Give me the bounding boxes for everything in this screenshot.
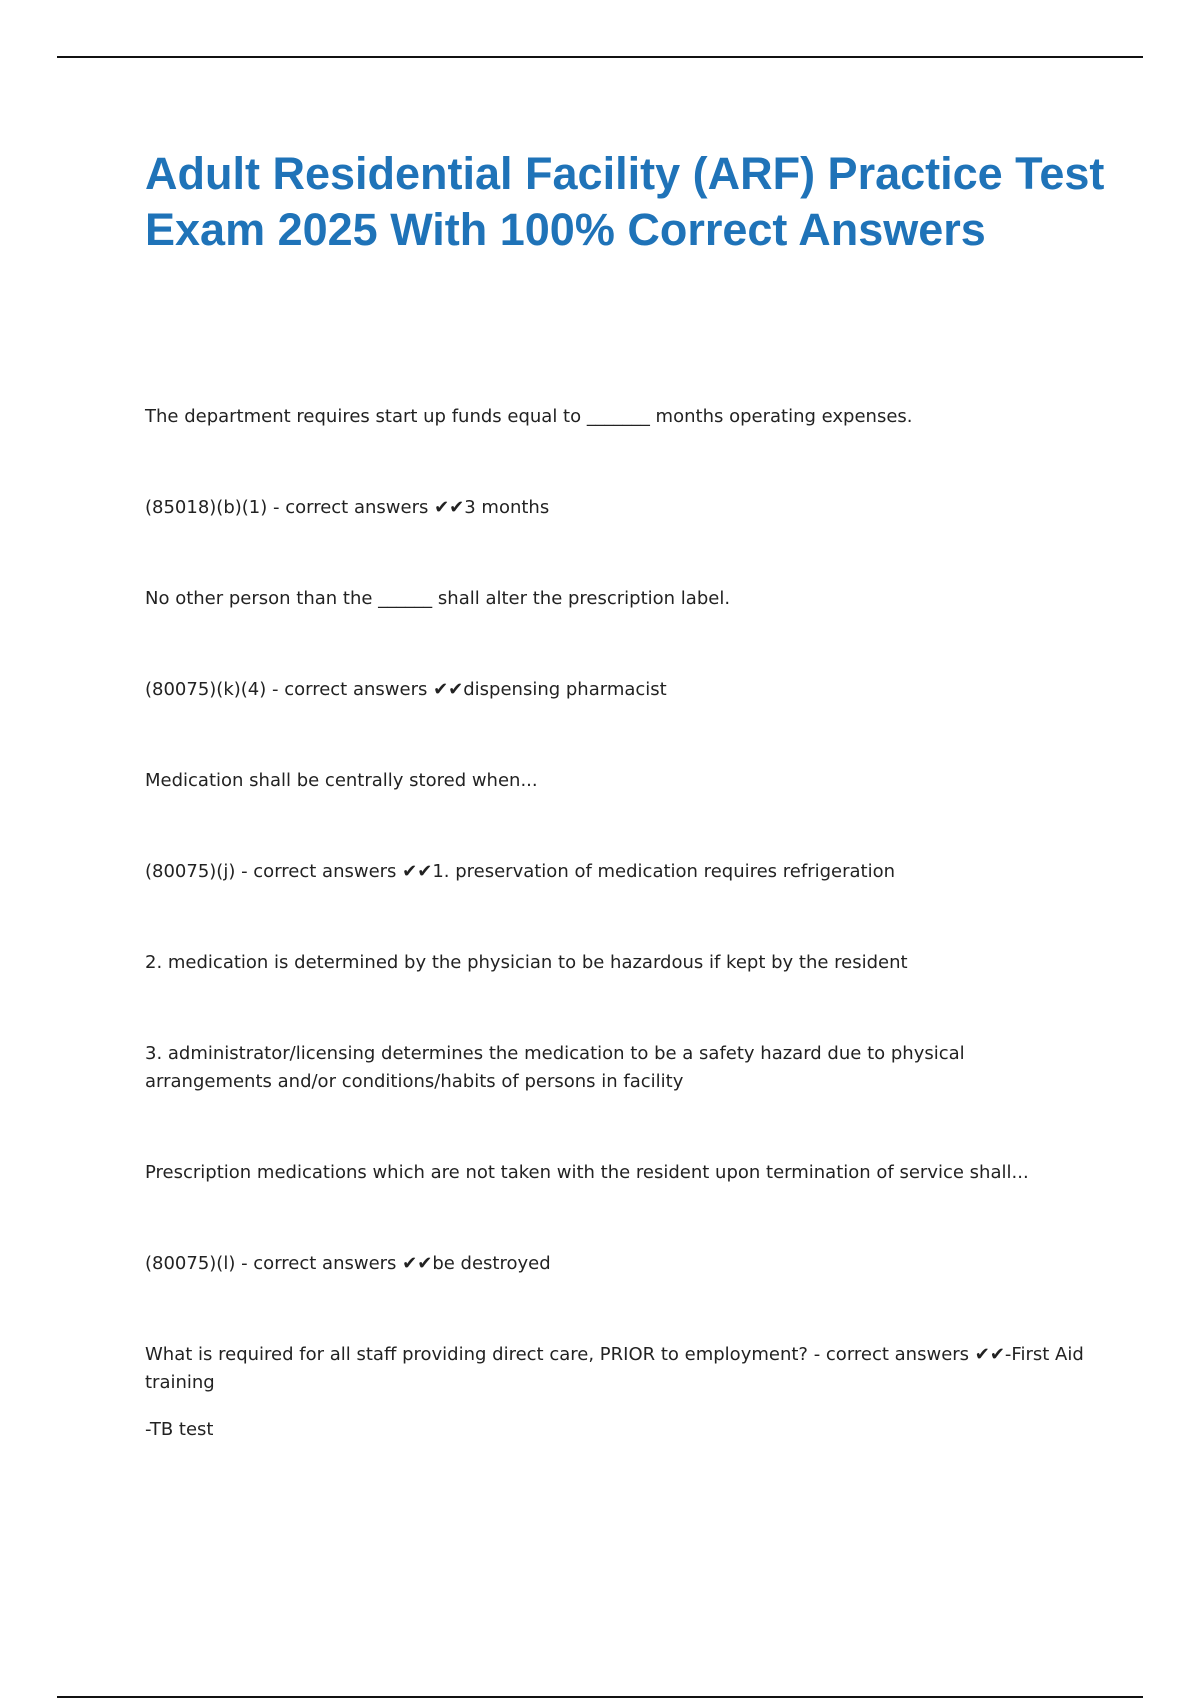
question-startup-funds: The department requires start up funds equal to _______ months operating expenses. [145,406,913,427]
top-rule [57,56,1143,58]
answer-prescription-label: (80075)(k)(4) - correct answers ✔✔dispensing pharmacist [145,679,667,700]
question-prescription-label: No other person than the ______ shall alter the prescription label. [145,588,731,609]
question-termination-medications: Prescription medications which are not taken with the resident upon termination of service shall... [145,1162,1029,1183]
answer-central-storage-2: 2. medication is determined by the physician to be hazardous if kept by the resident [145,952,908,973]
answer-central-storage-3: 3. administrator/licensing determines the medication to be a safety hazard due to physical arrangements and/or conditions/habits of persons in facility [145,1043,965,1092]
answer-termination-medications: (80075)(l) - correct answers ✔✔be destroyed [145,1253,551,1274]
answer-startup-funds: (85018)(b)(1) - correct answers ✔✔3 months [145,497,550,518]
question-central-storage: Medication shall be centrally stored when... [145,770,538,791]
bottom-rule [57,1696,1143,1698]
question-answer-direct-care: What is required for all staff providing direct care, PRIOR to employment? - correct answers ✔✔-First Aid training [145,1344,1084,1393]
document-title: Adult Residential Facility (ARF) Practice Test Exam 2025 With 100% Correct Answers [145,148,1105,255]
answer-central-storage-1: (80075)(j) - correct answers ✔✔1. preservation of medication requires refrigeration [145,861,896,882]
answer-tb-test: -TB test [145,1419,214,1440]
